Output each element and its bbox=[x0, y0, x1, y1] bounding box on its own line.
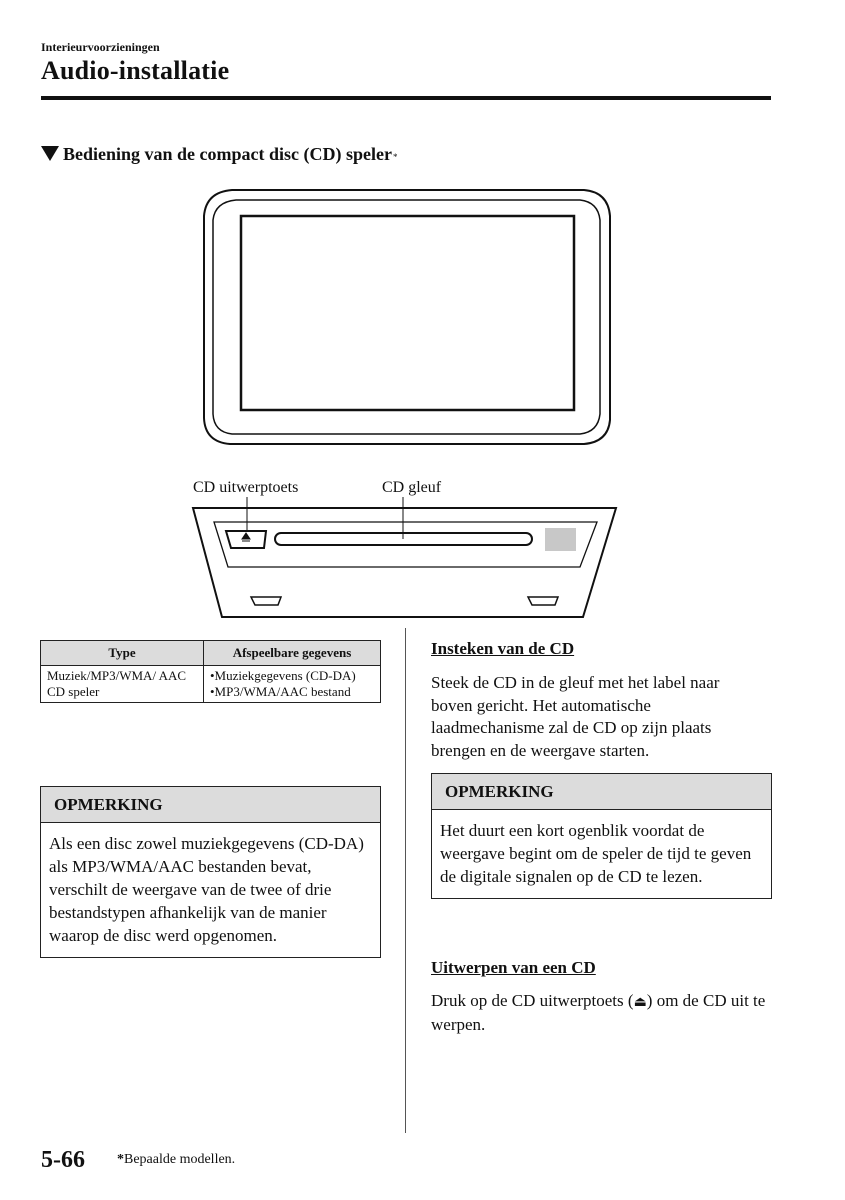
note-body: Als een disc zowel muziekgegevens (CD-DA) als MP3/WMA/AAC bestanden bevat, verschilt de weergave van de twee of drie bestandstypen afhankelijk van de manier waarop de disc werd opgenomen. bbox=[49, 834, 364, 945]
title-rule bbox=[41, 96, 771, 100]
data-item: •MP3/WMA/AAC bestand bbox=[210, 684, 351, 699]
insert-paragraph: Steek de CD in de gleuf met het label naar boven gericht. Het automatische laadmechanisme zal de CD op zijn plaats brengen en de weergave starten. bbox=[431, 673, 720, 760]
table-cell-type: Muziek/MP3/WMA/ AAC CD speler bbox=[41, 666, 204, 703]
display-unit-illustration bbox=[204, 190, 610, 444]
insert-heading: Insteken van de CD bbox=[431, 639, 575, 658]
table-row bbox=[41, 666, 381, 703]
note-box-left bbox=[40, 786, 381, 958]
panel-indicator bbox=[545, 528, 576, 551]
eject-icon bbox=[242, 533, 250, 541]
model-asterisk: * bbox=[392, 152, 398, 162]
data-item: •Muziekgegevens (CD-DA) bbox=[210, 668, 356, 683]
eject-text-start: Druk op de CD uitwerptoets ( bbox=[431, 991, 634, 1010]
cd-slot-panel-illustration bbox=[193, 497, 616, 617]
table-header-type: Type bbox=[41, 641, 204, 666]
column-divider bbox=[405, 628, 406, 1133]
triangle-bullet-icon bbox=[41, 146, 59, 161]
label-eject-button: CD uitwerptoets bbox=[193, 479, 299, 496]
footnote bbox=[117, 1152, 235, 1168]
label-cd-slot: CD gleuf bbox=[382, 479, 442, 496]
eject-paragraph bbox=[431, 990, 766, 1036]
section-label: Interieurvoorzieningen bbox=[41, 40, 160, 54]
page-title: Audio-installatie bbox=[41, 56, 230, 85]
table-cell-data bbox=[204, 666, 381, 703]
sub-heading bbox=[41, 144, 397, 165]
display-screen bbox=[241, 216, 574, 410]
eject-button bbox=[226, 531, 266, 548]
footnote-mark: * bbox=[117, 1152, 124, 1167]
footnote-text: Bepaalde modellen. bbox=[124, 1152, 236, 1167]
sub-heading-text: Bediening van de compact disc (CD) speler bbox=[63, 144, 392, 164]
note-heading: OPMERKING bbox=[41, 787, 380, 823]
eject-text-end: ) om de CD uit te werpen. bbox=[431, 991, 766, 1034]
eject-symbol-icon: ⏏ bbox=[633, 994, 647, 1010]
table-header-data: Afspeelbare gegevens bbox=[204, 641, 381, 666]
note-heading: OPMERKING bbox=[432, 774, 771, 810]
table-header-row bbox=[41, 641, 381, 666]
cd-slot bbox=[275, 533, 532, 545]
note-body: Het duurt een kort ogenblik voordat de weergave begint om de speler de tijd te geven de digitale signalen op de CD te lezen. bbox=[440, 821, 752, 886]
note-box-right bbox=[431, 773, 772, 899]
playable-data-table bbox=[40, 640, 381, 703]
eject-heading: Uitwerpen van een CD bbox=[431, 958, 596, 977]
page-number: 5-66 bbox=[41, 1147, 85, 1173]
